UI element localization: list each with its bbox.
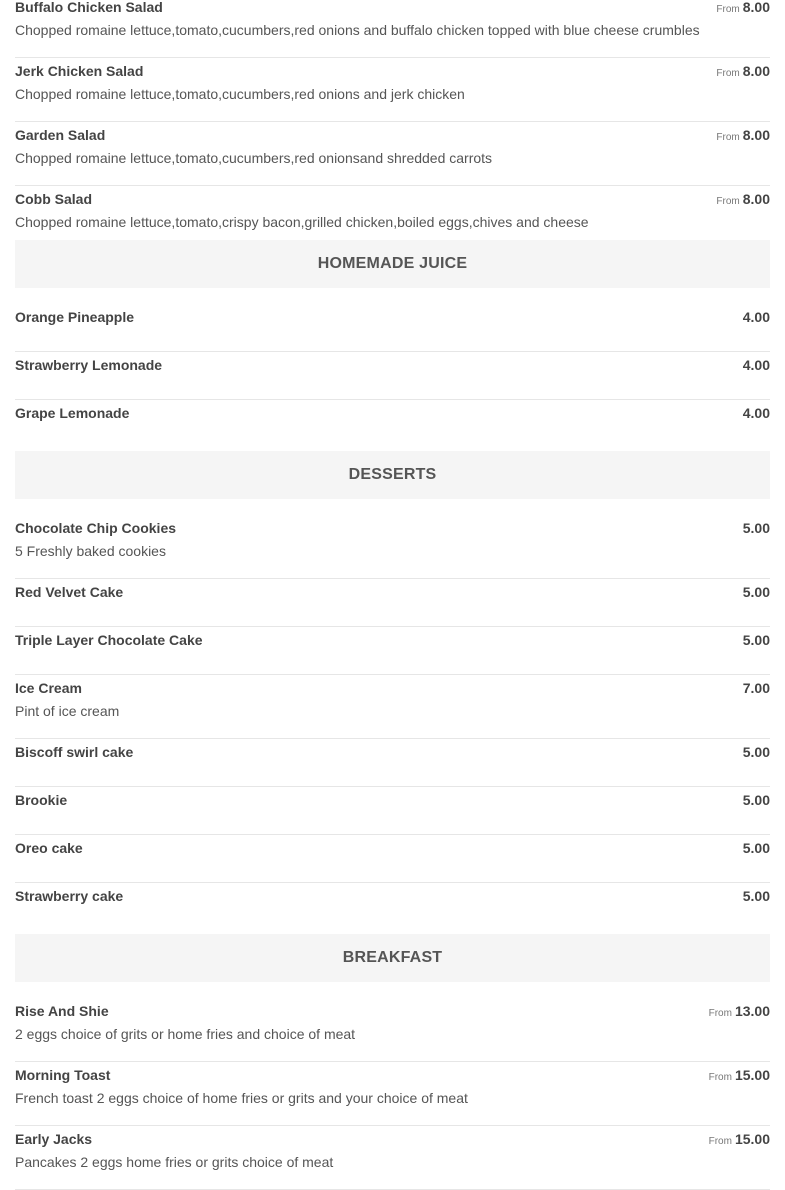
menu-section-salads (15, 0, 770, 240)
item-price (743, 887, 770, 905)
item-name: Cobb Salad (15, 191, 93, 207)
item-name: Strawberry cake (15, 888, 124, 904)
menu-item[interactable] (15, 515, 770, 579)
item-name: Jerk Chicken Salad (15, 63, 144, 79)
item-description: Pancakes 2 eggs home fries or grits choice of meat (15, 1154, 334, 1170)
item-description: Pint of ice cream (15, 703, 120, 719)
item-price (743, 356, 770, 374)
item-name: Oreo cake (15, 840, 83, 856)
item-description: Chopped romaine lettuce,tomato,cucumbers,red onionsand shredded carrots (15, 150, 493, 166)
menu-item[interactable] (15, 400, 770, 448)
item-name: Grape Lemonade (15, 405, 130, 421)
item-name: Strawberry Lemonade (15, 357, 163, 373)
menu-item[interactable] (15, 787, 770, 835)
menu-item[interactable] (15, 1126, 770, 1190)
item-name: Morning Toast (15, 1067, 111, 1083)
item-price (716, 62, 770, 83)
menu-item[interactable] (15, 352, 770, 400)
item-price (743, 404, 770, 422)
item-price (743, 519, 770, 537)
price-from-label: From (708, 1008, 732, 1019)
menu-item[interactable] (15, 186, 770, 240)
menu-list (15, 0, 770, 1190)
item-price (716, 0, 770, 19)
item-description: 5 Freshly baked cookies (15, 543, 166, 559)
price-from-label: From (708, 1136, 732, 1147)
menu-item[interactable] (15, 122, 770, 186)
section-header: DESSERTS (15, 451, 770, 499)
price-value: 5.00 (742, 840, 770, 856)
price-value: 8.00 (742, 0, 770, 15)
menu-section-desserts (15, 451, 770, 931)
item-price (716, 190, 770, 211)
item-name: Rise And Shie (15, 1003, 109, 1019)
section-header: HOMEMADE JUICE (15, 240, 770, 288)
price-from-label: From (716, 132, 740, 143)
item-description: 2 eggs choice of grits or home fries and choice of meat (15, 1026, 356, 1042)
item-name: Garden Salad (15, 127, 106, 143)
item-description: Chopped romaine lettuce,tomato,crispy bacon,grilled chicken,boiled eggs,chives and cheese (15, 214, 589, 230)
section-header: BREAKFAST (15, 934, 770, 982)
menu-item[interactable] (15, 627, 770, 675)
menu-item[interactable] (15, 579, 770, 627)
menu-section-homemade-juice (15, 240, 770, 448)
price-value: 15.00 (734, 1067, 770, 1083)
price-from-label: From (708, 1072, 732, 1083)
price-value: 8.00 (742, 191, 770, 207)
item-price (716, 126, 770, 147)
item-price (743, 679, 770, 697)
price-value: 13.00 (734, 1003, 770, 1019)
price-value: 4.00 (742, 405, 770, 421)
menu-item[interactable] (15, 739, 770, 787)
item-name: Ice Cream (15, 680, 82, 696)
price-value: 5.00 (742, 744, 770, 760)
item-name: Early Jacks (15, 1131, 93, 1147)
item-price (743, 839, 770, 857)
item-price (743, 308, 770, 326)
item-price (709, 1002, 770, 1023)
item-name: Biscoff swirl cake (15, 744, 134, 760)
menu-item[interactable] (15, 0, 770, 58)
item-price (709, 1066, 770, 1087)
item-price (743, 631, 770, 649)
price-value: 4.00 (742, 309, 770, 325)
item-description: Chopped romaine lettuce,tomato,cucumbers,red onions and jerk chicken (15, 86, 465, 102)
item-name: Brookie (15, 792, 68, 808)
price-value: 8.00 (742, 63, 770, 79)
price-value: 5.00 (742, 584, 770, 600)
item-name: Chocolate Chip Cookies (15, 520, 177, 536)
item-price (743, 791, 770, 809)
price-from-label: From (716, 68, 740, 79)
item-price (743, 743, 770, 761)
item-description: Chopped romaine lettuce,tomato,cucumbers,red onions and buffalo chicken topped with blue cheese crumbles (15, 22, 700, 38)
menu-section-breakfast (15, 934, 770, 1190)
price-from-label: From (716, 196, 740, 207)
item-description: French toast 2 eggs choice of home fries or grits and your choice of meat (15, 1090, 468, 1106)
menu-item[interactable] (15, 304, 770, 352)
price-value: 7.00 (742, 680, 770, 696)
menu-item[interactable] (15, 1062, 770, 1126)
item-name: Red Velvet Cake (15, 584, 124, 600)
item-name: Buffalo Chicken Salad (15, 0, 163, 15)
price-from-label: From (716, 4, 740, 15)
item-name: Triple Layer Chocolate Cake (15, 632, 203, 648)
price-value: 5.00 (742, 888, 770, 904)
item-price (709, 1130, 770, 1151)
price-value: 8.00 (742, 127, 770, 143)
price-value: 5.00 (742, 632, 770, 648)
price-value: 15.00 (734, 1131, 770, 1147)
item-price (743, 583, 770, 601)
price-value: 4.00 (742, 357, 770, 373)
menu-item[interactable] (15, 998, 770, 1062)
menu-item[interactable] (15, 883, 770, 931)
menu-item[interactable] (15, 58, 770, 122)
price-value: 5.00 (742, 792, 770, 808)
item-name: Orange Pineapple (15, 309, 135, 325)
menu-item[interactable] (15, 675, 770, 739)
price-value: 5.00 (742, 520, 770, 536)
menu-item[interactable] (15, 835, 770, 883)
